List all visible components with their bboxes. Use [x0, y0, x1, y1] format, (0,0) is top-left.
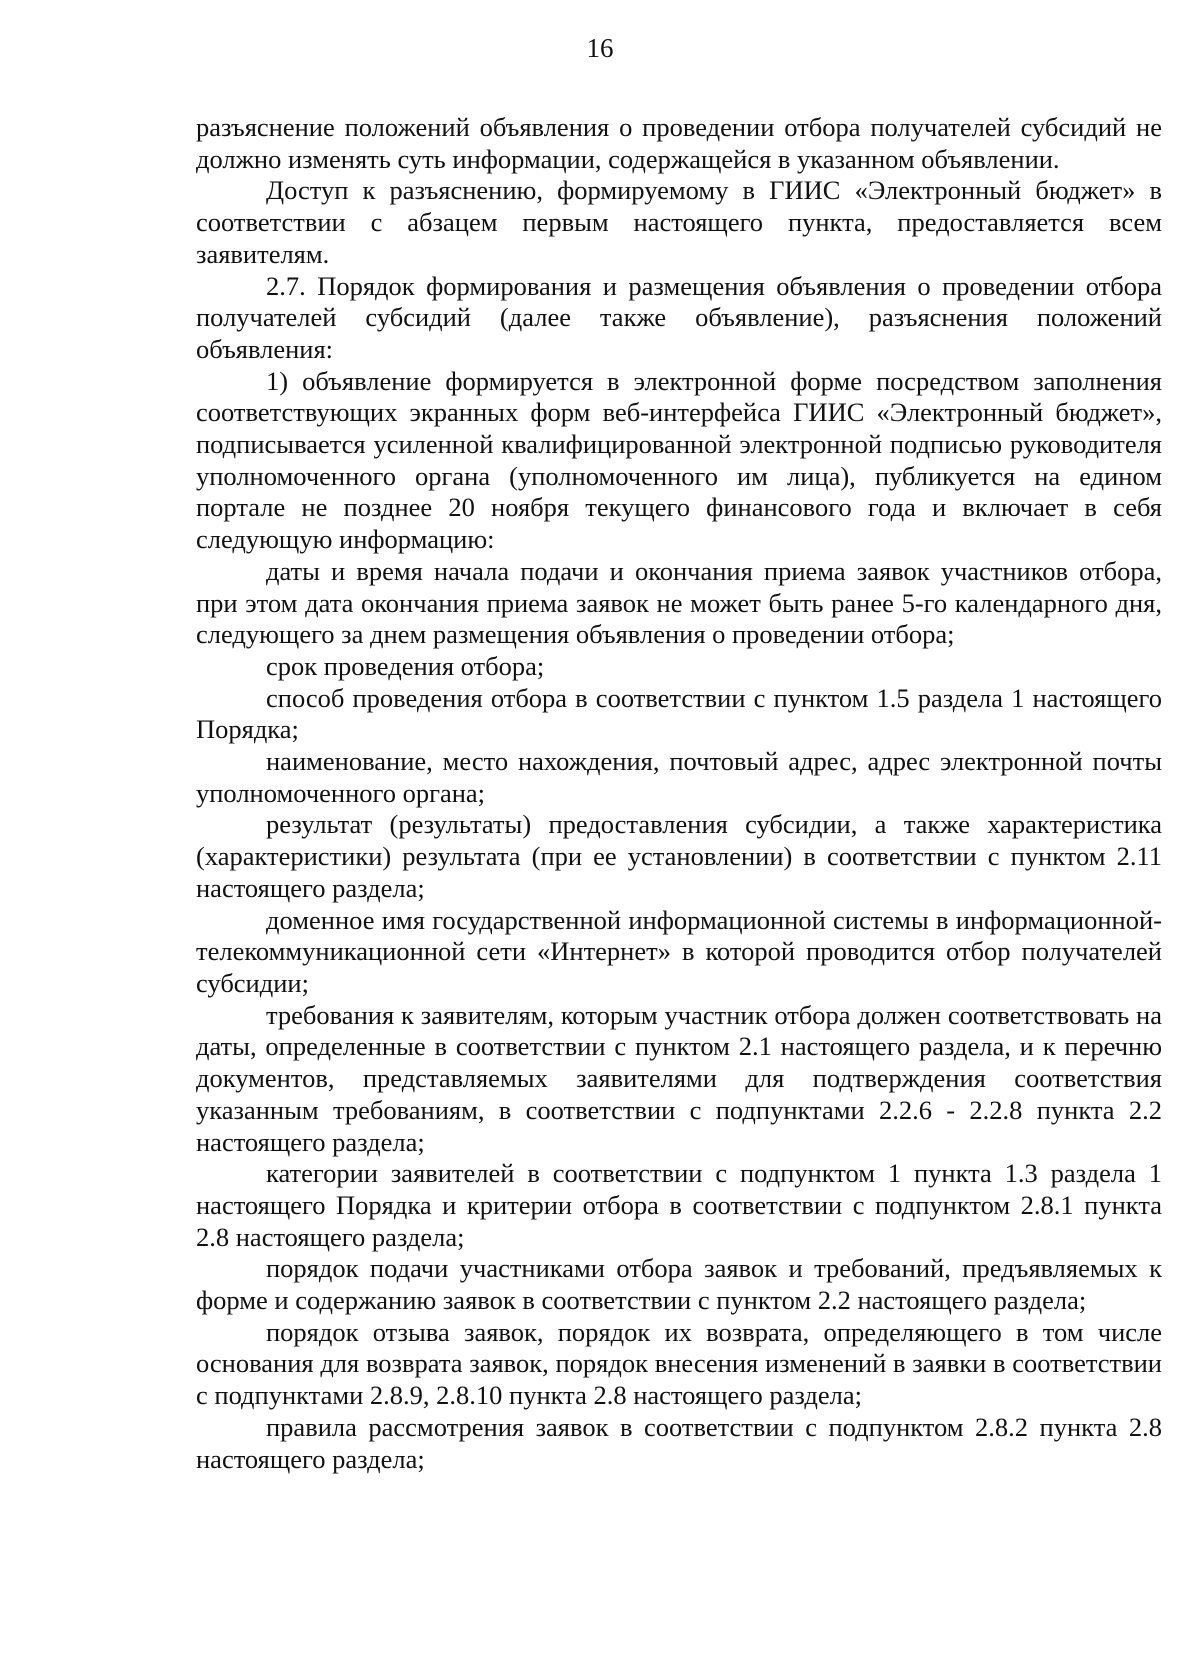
- paragraph: порядок подачи участниками отбора заявок и требований, предъявляемых к форме и содержанию заявок в соответствии с пунктом 2.2 настоящего раздела;: [196, 1253, 1162, 1316]
- paragraph: категории заявителей в соответствии с подпунктом 1 пункта 1.3 раздела 1 настоящего Порядка и критерии отбора в соответствии с подпунктом 2.8.1 пункта 2.8 настоящего раздела;: [196, 1158, 1162, 1252]
- paragraph: 2.7. Порядок формирования и размещения объявления о проведении отбора получателей субсидий (далее также объявление), разъяснения положений объявления:: [196, 270, 1162, 364]
- page-number: 16: [586, 33, 614, 63]
- paragraph: требования к заявителям, которым участник отбора должен соответствовать на даты, определенные в соответствии с пунктом 2.1 настоящего раздела, и к перечню документов, представляемых заявителями для подтверждения соответствия указанным требованиям, в соответствии с подпунктами 2.2.6 - 2.2.8 пункта 2.2 настоящего раздела;: [196, 999, 1162, 1157]
- paragraph: срок проведения отбора;: [266, 650, 545, 681]
- paragraph: способ проведения отбора в соответствии с пунктом 1.5 раздела 1 настоящего Порядка;: [196, 682, 1162, 745]
- paragraph: разъяснение положений объявления о проведении отбора получателей субсидий не должно изменять суть информации, содержащейся в указанном объявлении.: [196, 112, 1162, 174]
- paragraph: 1) объявление формируется в электронной форме посредством заполнения соответствующих экранных форм веб-интерфейса ГИИС «Электронный бюджет», подписывается усиленной квалифицированной электронной подписью руководителя уполномоченного органа (уполномоченного им лица), публикуется на едином портале не позднее 20 ноября текущего финансового года и включает в себя следующую информацию:: [196, 365, 1162, 555]
- paragraph: правила рассмотрения заявок в соответствии с подпунктом 2.8.2 пункта 2.8 настоящего раздела;: [196, 1411, 1162, 1474]
- paragraph: доменное имя государственной информационной системы в информационной-телекоммуникационной сети «Интернет» в которой проводится отбор получателей субсидии;: [196, 904, 1162, 998]
- paragraph: наименование, место нахождения, почтовый адрес, адрес электронной почты уполномоченного органа;: [196, 746, 1162, 808]
- paragraph: порядок отзыва заявок, порядок их возврата, определяющего в том числе основания для возврата заявок, порядок внесения изменений в заявки в соответствии с подпунктами 2.8.9, 2.8.10 пункта 2.8 настоящего раздела;: [196, 1316, 1162, 1411]
- paragraph: результат (результаты) предоставления субсидии, а также характеристика (характеристики) результата (при ее установлении) в соответствии с пунктом 2.11 настоящего раздела;: [196, 809, 1162, 903]
- paragraph: Доступ к разъяснению, формируемому в ГИИС «Электронный бюджет» в соответствии с абзацем первым настоящего пункта, предоставляется всем заявителям.: [196, 175, 1162, 269]
- document-body: [196, 112, 1162, 1475]
- paragraph: даты и время начала подачи и окончания приема заявок участников отбора, при этом дата окончания приема заявок не может быть ранее 5-го календарного дня, следующего за днем размещения объявления о проведении отбора;: [196, 555, 1162, 650]
